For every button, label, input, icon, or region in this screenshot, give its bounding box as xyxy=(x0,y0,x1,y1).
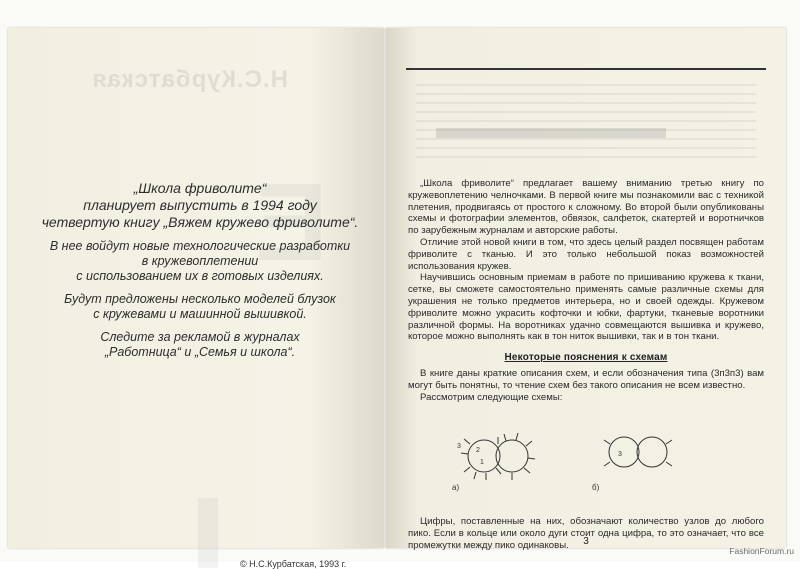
page-number: 3 xyxy=(583,536,589,547)
p2-line-2: с кружевами и машинной вышивкой. xyxy=(93,307,307,321)
lead-line-3: четвертую книгу „Вяжем кружево фриволите“. xyxy=(41,214,359,230)
diagram-a-drawing xyxy=(446,424,556,494)
diagram-a-label: а) xyxy=(452,483,460,492)
intro-paragraph: Отличие этой новой книги в том, что здесь целый раздел посвящен работам фриволите с тканью. И это только небольшой показ возможностей использования кружев. xyxy=(408,236,764,272)
closing-paragraph: Цифры, поставленные на них, обозначают количество узлов до любого пико. Если в кольце или около дуги стоит одна цифра, то это означает, что все промежутки между пико одинаковы. xyxy=(408,516,764,551)
copyright-line: © Н.С.Курбатская, 1993 г. xyxy=(240,559,347,569)
intro-text xyxy=(408,178,764,343)
p1-line-2: в кружевоплетении xyxy=(141,254,259,268)
diagram-a-num: 1 xyxy=(480,459,484,466)
watermark: FashionForum.ru xyxy=(729,546,794,556)
schema-paragraph: Рассмотрим следующие схемы: xyxy=(420,391,563,403)
announcement-paragraph-3 xyxy=(40,330,360,360)
top-rule xyxy=(406,68,766,70)
diagram-b-drawing xyxy=(586,424,696,494)
left-page xyxy=(8,28,384,569)
p1-line-3: с использованием их в готовых изделиях. xyxy=(76,269,324,283)
p2-line-1: Будут предложены несколько моделей блузок xyxy=(64,292,336,306)
announcement-block xyxy=(40,180,360,368)
schema-paragraph: В книге даны краткие описания схем, и если обозначения типа (3п3п3) вам могут быть понятны, то чтение схем без такого описания не всем известно. xyxy=(408,368,764,391)
lead-line-1: „Школа фриволите“ xyxy=(133,180,267,196)
diagram-b xyxy=(586,424,696,499)
show-through-title: Н.С.Курбатская xyxy=(91,66,288,93)
show-through-mark xyxy=(198,498,218,568)
intro-paragraph: Научившись основным приемам в работе по пришиванию кружева к ткани, сетке, вы сможете самостоятельно применять самые различные схемы для украшения не только предметов интерьера, но и своей одежды. Кружевом фриволите можно украсить кофточки и юбки, фартуки, тканевые воротники различной формы. На воротниках удачно совмещаются вышивка и кружево, которое можно выполнять как в тон ниток вышивки, так и в тон ткани. xyxy=(408,272,764,343)
diagram-b-label: б) xyxy=(592,483,600,492)
section-heading: Некоторые пояснения к схемам xyxy=(504,352,668,363)
announcement-paragraph-1 xyxy=(40,239,360,284)
diagram-a xyxy=(446,424,556,499)
p1-line-1: В нее войдут новые технологические разработки xyxy=(49,239,351,253)
p3-line-2: „Работница“ и „Семья и школа“. xyxy=(104,345,296,359)
intro-paragraph: „Школа фриволите“ предлагает вашему вниманию третью книгу по кружевоплетению челночками. В первой книге мы познакомили вас с техникой плетения, продвигаясь от простого к сложному. Во второй были опубликованы схемы и фотографии элементов, обвязок, салфеток, скатертей и воротничков по зарубежным журналам и авторские работы. xyxy=(408,178,764,237)
p3-line-1: Следите за рекламой в журналах xyxy=(100,330,300,344)
announcement-paragraph-2 xyxy=(40,292,360,322)
show-through-text xyxy=(416,84,756,164)
show-through-graphic: Е xyxy=(254,161,328,284)
diagram-a-num: 2 xyxy=(476,447,480,454)
show-through-heading xyxy=(436,128,666,138)
right-page xyxy=(386,28,786,551)
diagram-b-num: 3 xyxy=(618,451,622,458)
lead-line-2: планирует выпустить в 1994 году xyxy=(83,197,317,213)
announcement-lead xyxy=(40,180,360,231)
diagram-a-num: 3 xyxy=(457,443,461,450)
schema-text xyxy=(408,368,764,403)
